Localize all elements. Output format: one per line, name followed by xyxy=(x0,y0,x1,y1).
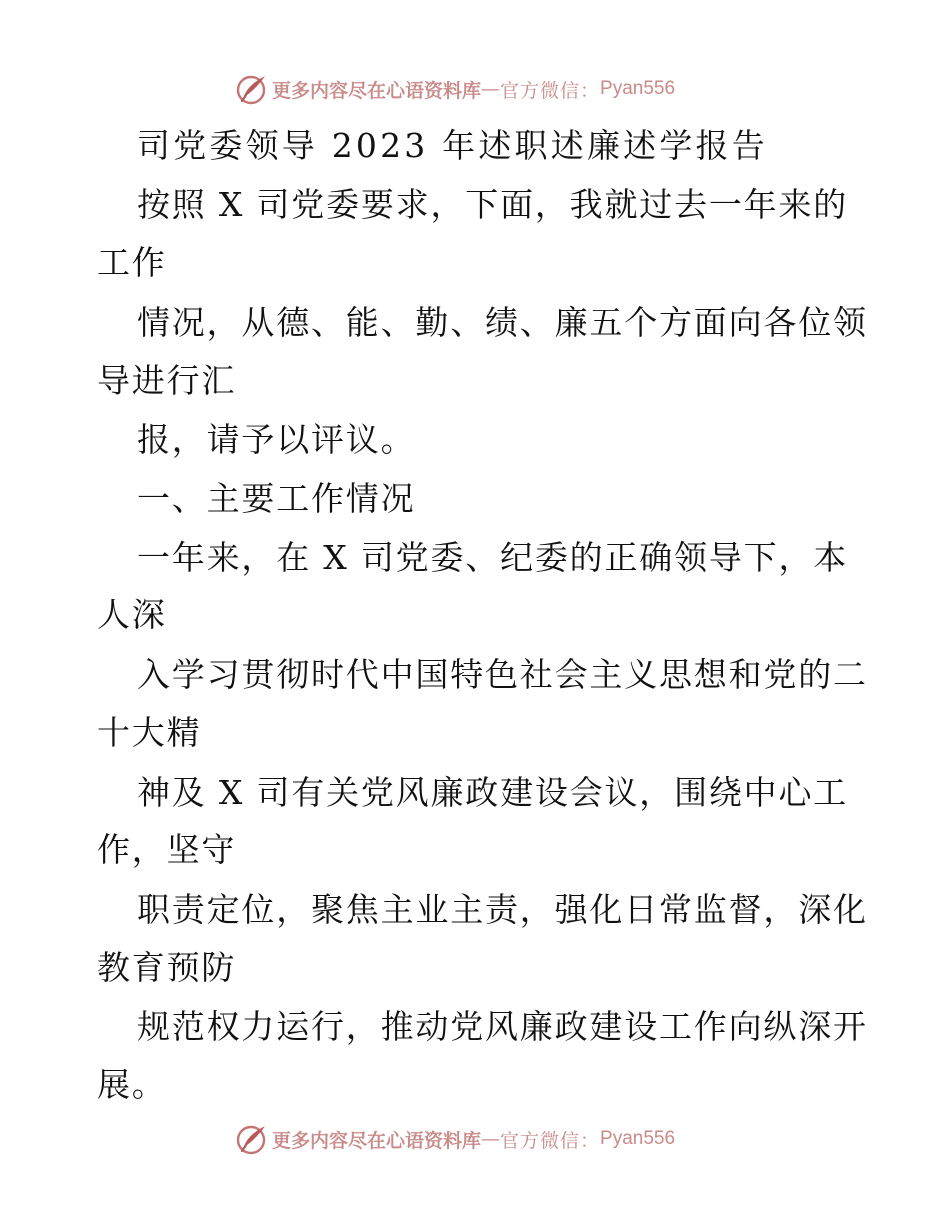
quill-logo-icon xyxy=(236,73,268,105)
document-title: 司党委领导 2023 年述职述廉述学报告 xyxy=(137,126,768,165)
watermark-text: 更多内容尽在心语资料库 xyxy=(272,1129,482,1152)
paragraph-line: 入学习贯彻时代中国特色社会主义思想和党的二 xyxy=(137,655,868,694)
watermark-wechat-id: Pyan556 xyxy=(600,78,676,99)
watermark-banner-top xyxy=(236,72,675,106)
paragraph-line: 规范权力运行，推动党风廉政建设工作向纵深开 xyxy=(137,1007,868,1046)
paragraph-line: 职责定位，聚焦主业主责，强化日常监督，深化 xyxy=(137,890,868,929)
watermark-text: 更多内容尽在心语资料库 xyxy=(272,79,482,102)
watermark-wechat-label: 官方微信： xyxy=(500,79,601,102)
paragraph-line: 情况，从德、能、勤、绩、廉五个方面向各位领 xyxy=(137,303,868,342)
paragraph-line: 教育预防 xyxy=(97,948,237,987)
watermark-banner-bottom xyxy=(236,1122,675,1156)
watermark-dash: — xyxy=(481,1128,501,1150)
paragraph-line: 按照 X 司党委要求，下面，我就过去一年来的 xyxy=(137,185,849,224)
paragraph-line: 神及 X 司有关党风廉政建设会议，围绕中心工 xyxy=(137,773,849,812)
paragraph-line: 展。 xyxy=(97,1065,167,1104)
paragraph-line: 一年来，在 X 司党委、纪委的正确领导下，本 xyxy=(137,538,849,577)
paragraph-line: 作，坚守 xyxy=(97,830,237,869)
watermark-wechat-id: Pyan556 xyxy=(600,1128,676,1149)
paragraph-line: 工作 xyxy=(97,243,167,282)
paragraph-line: 报，请予以评议。 xyxy=(137,420,416,459)
quill-logo-icon xyxy=(236,1123,268,1155)
watermark-wechat-label: 官方微信： xyxy=(500,1129,601,1152)
watermark-dash: — xyxy=(481,78,501,100)
paragraph-line: 人深 xyxy=(97,595,167,634)
paragraph-line: 导进行汇 xyxy=(97,361,237,400)
paragraph-line: 十大精 xyxy=(97,713,202,752)
section-heading: 一、主要工作情况 xyxy=(137,479,416,518)
